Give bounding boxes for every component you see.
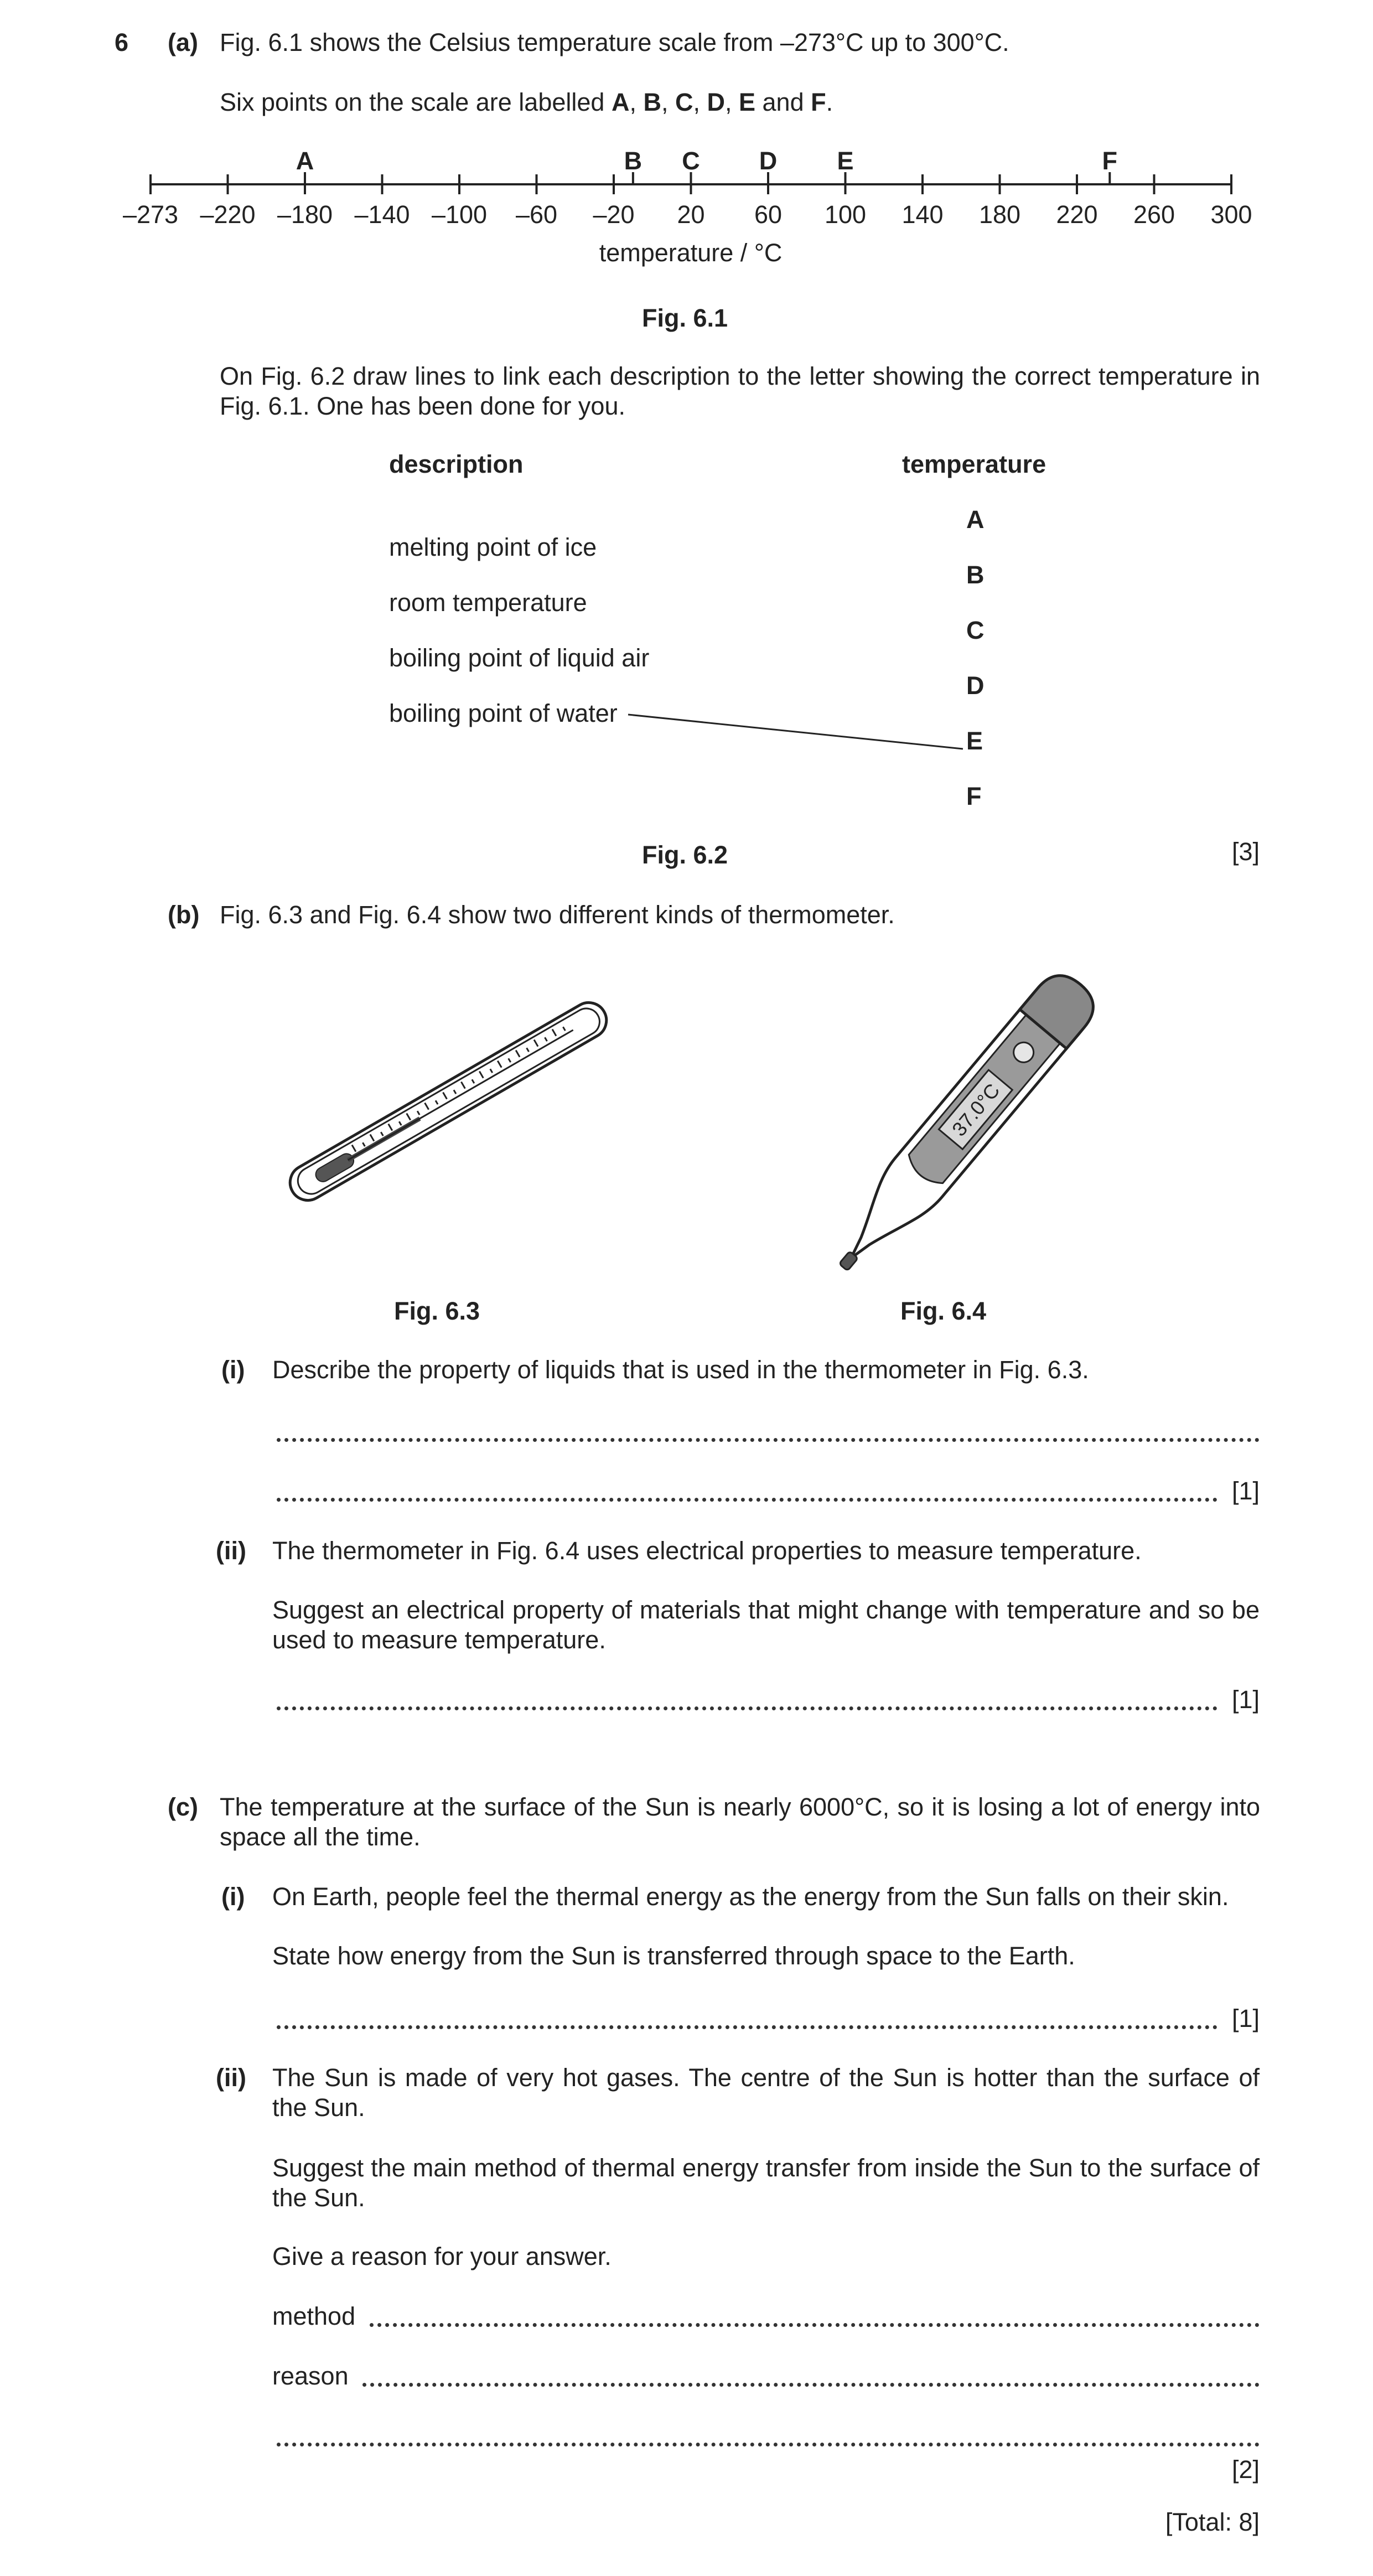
scale-tick-label: –60 [515,200,558,229]
scale-tick-label: 100 [824,200,867,229]
match-letter-d: D [966,671,985,700]
point-letter-b: B [643,88,661,116]
point-letter-a: A [611,88,630,116]
scale-point-label-f: F [1102,147,1118,175]
part-a-label: (a) [168,28,198,56]
match-letter-c: C [966,616,985,644]
fig-6-3-caption: Fig. 6.3 [394,1297,480,1325]
fig-6-2-caption: Fig. 6.2 [642,841,728,869]
answer-line-reason-2[interactable] [277,2443,1260,2446]
point-letter-f: F [811,88,826,116]
part-c-ii-marks: [2] [1231,2455,1260,2484]
digital-thermometer [775,946,1162,1290]
scale-tick-label: 220 [1056,200,1098,229]
answer-line-reason-1[interactable] [362,2383,1260,2387]
part-c-ii-text1: The Sun is made of very hot gases. The centre of the Sun is hotter than the surface of the Sun. [272,2063,1260,2122]
display-reading: 37.0°C [947,1079,1004,1141]
part-c-intro: The temperature at the surface of the Sun is nearly 6000°C, so it is losing a lot of energy into space all the time. [220,1793,1260,1851]
scale-tick-label: –180 [277,200,333,229]
part-b-i-marks: [1] [1231,1477,1260,1505]
part-b-label: (b) [168,901,200,929]
part-c-i-label: (i) [221,1882,245,1911]
points-line: Six points on the scale are labelled A, B, C, D, E and F. [220,88,833,116]
scale-tick-label: 180 [978,200,1021,229]
desc-boiling-water: boiling point of water [389,699,618,727]
scale-tick-label: –220 [200,200,256,229]
answer-line-b-ii[interactable] [277,1706,1217,1710]
reason-label: reason [272,2362,349,2390]
part-b-i-label: (i) [221,1356,245,1384]
part-a-instruction: On Fig. 6.2 draw lines to link each description to the letter showing the correct temperature in Fig. 6.1. One has been done for you. [220,362,1260,420]
scale-point-label-b: B [624,147,643,175]
points-line-and: and [762,88,804,116]
desc-melting-ice: melting point of ice [389,533,597,561]
scale-point-label-e: E [837,147,854,175]
scale-tick-label: –273 [122,200,179,229]
part-b-ii-label: (ii) [216,1537,246,1565]
temperature-header: temperature [902,450,1046,478]
scale-point-label-a: A [296,147,314,175]
part-c-label: (c) [168,1793,198,1821]
part-b-ii-marks: [1] [1231,1685,1260,1714]
match-letter-a: A [966,505,985,534]
point-letter-c: C [675,88,693,116]
part-b-intro: Fig. 6.3 and Fig. 6.4 show two different kinds of thermometer. [220,901,895,929]
scale-point-label-d: D [759,147,778,175]
part-c-ii-text3: Give a reason for your answer. [272,2242,612,2270]
scale-tick-label: 60 [754,200,783,229]
answer-line-b-i-1[interactable] [277,1438,1260,1442]
point-letter-d: D [707,88,725,116]
liquid-thermometer [238,930,659,1273]
part-c-i-text2: State how energy from the Sun is transferred through space to the Earth. [272,1942,1075,1970]
point-letter-e: E [739,88,756,116]
answer-line-c-i[interactable] [277,2025,1217,2029]
part-c-i-text1: On Earth, people feel the thermal energy as the energy from the Sun falls on their skin. [272,1882,1229,1911]
question-number: 6 [115,28,129,56]
fig-6-4-caption: Fig. 6.4 [900,1297,987,1325]
part-c-ii-label: (ii) [216,2063,246,2092]
match-letter-b: B [966,561,985,589]
part-b-i-text: Describe the property of liquids that is used in the thermometer in Fig. 6.3. [272,1356,1089,1384]
match-letter-f: F [966,782,982,810]
answer-line-method[interactable] [370,2323,1260,2327]
points-line-pre: Six points on the scale are labelled [220,88,612,116]
part-a-marks: [3] [1231,837,1260,866]
scale-tick-label: –20 [593,200,635,229]
scale-axis-label: temperature / °C [599,239,783,267]
scale-tick-label: –140 [354,200,410,229]
scale-tick-label: 20 [677,200,705,229]
scale-tick-label: –100 [431,200,488,229]
desc-room-temperature: room temperature [389,588,587,617]
match-letter-e: E [966,727,983,755]
total-marks: [Total: 8] [1165,2508,1260,2536]
part-a-intro: Fig. 6.1 shows the Celsius temperature scale from –273°C up to 300°C. [220,28,1009,56]
part-b-ii-text2: Suggest an electrical property of materials that might change with temperature and so be used to measure temperature. [272,1596,1260,1654]
scale-point-label-c: C [682,147,700,175]
desc-liquid-air: boiling point of liquid air [389,644,650,672]
scale-tick-label: 300 [1210,200,1252,229]
fig-6-1-caption: Fig. 6.1 [642,304,728,332]
description-header: description [389,450,524,478]
answer-line-b-i-2[interactable] [277,1498,1217,1502]
method-label: method [272,2302,356,2330]
part-b-ii-text1: The thermometer in Fig. 6.4 uses electrical properties to measure temperature. [272,1537,1142,1565]
part-c-i-marks: [1] [1231,2004,1260,2032]
part-c-ii-text2: Suggest the main method of thermal energy transfer from inside the Sun to the surface of the Sun. [272,2154,1260,2212]
scale-tick-label: 140 [901,200,944,229]
scale-tick-label: 260 [1133,200,1175,229]
